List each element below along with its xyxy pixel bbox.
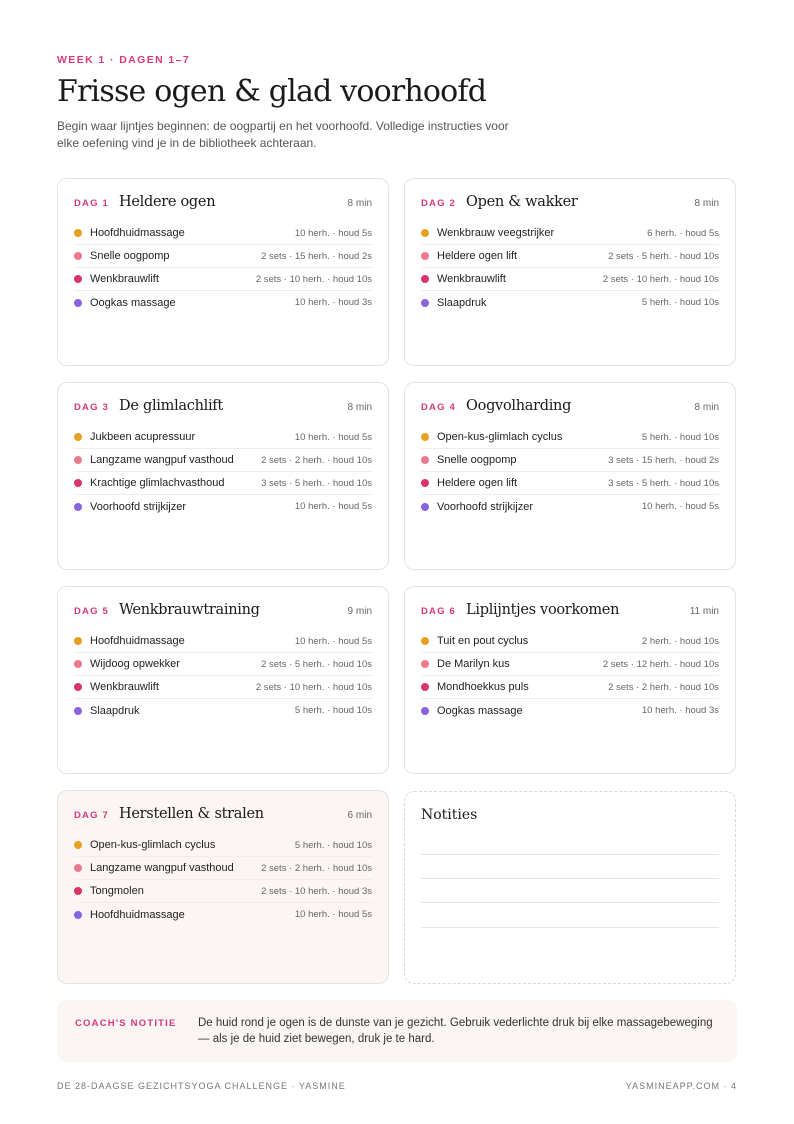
exercise-reps: 5 herh. · houd 10s	[294, 839, 372, 851]
exercise-name: De Marilyn kus	[437, 658, 510, 670]
exercise-row[interactable]	[421, 426, 719, 449]
category-dot-icon	[74, 456, 82, 464]
day-duration: 8 min	[694, 402, 719, 413]
exercise-name: Tuit en pout cyclus	[437, 635, 529, 647]
exercise-reps: 10 herh. · houd 5s	[294, 227, 372, 239]
day-title: De glimlachlift	[119, 398, 223, 414]
exercise-row[interactable]	[74, 291, 372, 314]
exercise-name: Snelle oogpomp	[437, 454, 517, 466]
day-title: Wenkbrauwtraining	[119, 602, 260, 618]
category-dot-icon	[421, 660, 429, 668]
exercise-name: Wijdoog opwekker	[90, 658, 180, 670]
exercise-row[interactable]	[74, 699, 372, 722]
footer-page: YASMINEAPP.COM · 4	[625, 1081, 737, 1091]
exercise-row[interactable]	[421, 245, 719, 268]
day-card-header	[74, 602, 372, 624]
exercise-reps: 10 herh. · houd 3s	[641, 705, 719, 716]
day-card-header	[421, 602, 719, 624]
exercise-row[interactable]	[74, 245, 372, 268]
category-dot-icon	[74, 911, 82, 919]
exercise-name: Oogkas massage	[90, 296, 176, 309]
day-label: DAG 3	[74, 402, 110, 413]
day-card-header	[421, 194, 719, 216]
day-title: Herstellen & stralen	[119, 806, 264, 822]
exercise-reps: 3 sets · 15 herh. · houd 2s	[608, 454, 719, 466]
exercise-reps: 10 herh. · houd 5s	[641, 501, 719, 512]
category-dot-icon	[74, 637, 82, 645]
day-duration: 8 min	[347, 402, 372, 413]
exercise-reps: 10 herh. · houd 5s	[294, 431, 372, 443]
exercise-row[interactable]	[421, 630, 719, 653]
exercise-name: Tongmolen	[90, 885, 144, 897]
exercise-row[interactable]	[74, 426, 372, 449]
day-label: DAG 5	[74, 606, 110, 617]
exercise-row[interactable]	[421, 495, 719, 518]
exercise-list	[74, 222, 372, 314]
notes-card[interactable]	[404, 791, 736, 984]
exercise-reps: 2 sets · 10 herh. · houd 10s	[255, 273, 372, 285]
exercise-name: Heldere ogen lift	[437, 477, 518, 489]
exercise-row[interactable]	[74, 676, 372, 699]
exercise-row[interactable]	[421, 653, 719, 676]
category-dot-icon	[74, 503, 82, 511]
exercise-list	[421, 630, 719, 722]
exercise-row[interactable]	[74, 834, 372, 857]
category-dot-icon	[421, 707, 429, 715]
exercise-name: Mondhoekkus puls	[437, 681, 529, 693]
exercise-reps: 2 sets · 2 herh. · houd 10s	[261, 862, 372, 874]
exercise-name: Slaapdruk	[437, 296, 487, 309]
exercise-name: Wenkbrauwlift	[90, 273, 159, 285]
coach-note	[57, 1000, 737, 1062]
exercise-row[interactable]	[74, 880, 372, 903]
exercise-reps: 5 herh. · houd 10s	[641, 431, 719, 443]
category-dot-icon	[421, 479, 429, 487]
category-dot-icon	[421, 299, 429, 307]
day-label: DAG 1	[74, 198, 110, 209]
exercise-reps: 10 herh. · houd 5s	[294, 635, 372, 647]
exercise-row[interactable]	[74, 268, 372, 291]
exercise-name: Open-kus-glimlach cyclus	[437, 431, 563, 443]
exercise-row[interactable]	[74, 472, 372, 495]
exercise-reps: 2 herh. · houd 10s	[641, 635, 719, 647]
category-dot-icon	[74, 252, 82, 260]
day-duration: 6 min	[347, 810, 372, 821]
day-title: Liplijntjes voorkomen	[466, 602, 620, 618]
exercise-row[interactable]	[74, 653, 372, 676]
category-dot-icon	[421, 433, 429, 441]
exercise-list	[74, 630, 372, 722]
exercise-reps: 10 herh. · houd 5s	[294, 909, 372, 920]
exercise-name: Hoofdhuidmassage	[90, 227, 185, 239]
exercise-row[interactable]	[421, 268, 719, 291]
exercise-row[interactable]	[74, 903, 372, 926]
day-duration: 8 min	[694, 198, 719, 209]
day-label: DAG 7	[74, 810, 110, 821]
exercise-name: Hoofdhuidmassage	[90, 908, 185, 921]
exercise-reps: 2 sets · 5 herh. · houd 10s	[261, 658, 372, 670]
day-title: Oogvolharding	[466, 398, 572, 414]
intro-text: Begin waar lijntjes beginnen: de oogpartij en het voorhoofd. Volledige instructies voor elke oefening vind je in de bibliotheek achteraan.	[57, 119, 509, 150]
exercise-name: Wenkbrauw veegstrijker	[437, 227, 555, 239]
exercise-row[interactable]	[421, 472, 719, 495]
day-card[interactable]	[404, 178, 736, 366]
exercise-name: Wenkbrauwlift	[437, 273, 506, 285]
category-dot-icon	[421, 275, 429, 283]
day-card[interactable]	[404, 382, 736, 570]
category-dot-icon	[74, 683, 82, 691]
exercise-reps: 2 sets · 5 herh. · houd 10s	[608, 250, 719, 262]
exercise-name: Langzame wangpuf vasthoud	[90, 454, 234, 466]
exercise-row[interactable]	[74, 449, 372, 472]
exercise-reps: 2 sets · 2 herh. · houd 10s	[608, 681, 719, 693]
note-line	[421, 878, 719, 879]
exercise-list	[421, 426, 719, 518]
category-dot-icon	[74, 433, 82, 441]
day-label: DAG 2	[421, 198, 457, 209]
exercise-reps: 3 sets · 5 herh. · houd 10s	[608, 477, 719, 489]
exercise-list	[74, 426, 372, 518]
exercise-row[interactable]	[421, 222, 719, 245]
day-card[interactable]	[57, 178, 389, 366]
exercise-name: Slaapdruk	[90, 704, 140, 717]
coach-note-label: COACH'S NOTITIE	[75, 1018, 177, 1029]
exercise-row[interactable]	[421, 449, 719, 472]
exercise-name: Wenkbrauwlift	[90, 681, 159, 693]
day-duration: 8 min	[347, 198, 372, 209]
category-dot-icon	[421, 637, 429, 645]
day-card-header	[74, 398, 372, 420]
exercise-reps: 2 sets · 12 herh. · houd 10s	[602, 658, 719, 670]
day-duration: 9 min	[347, 606, 372, 617]
category-dot-icon	[421, 456, 429, 464]
exercise-row[interactable]	[74, 630, 372, 653]
exercise-name: Voorhoofd strijkijzer	[90, 500, 186, 513]
note-line	[421, 902, 719, 903]
exercise-row[interactable]	[421, 676, 719, 699]
exercise-list	[421, 222, 719, 314]
category-dot-icon	[74, 229, 82, 237]
day-title: Heldere ogen	[119, 194, 216, 210]
exercise-reps: 3 sets · 5 herh. · houd 10s	[261, 477, 372, 489]
category-dot-icon	[421, 683, 429, 691]
category-dot-icon	[74, 479, 82, 487]
category-dot-icon	[74, 841, 82, 849]
exercise-row[interactable]	[421, 291, 719, 314]
category-dot-icon	[74, 660, 82, 668]
exercise-reps: 2 sets · 10 herh. · houd 3s	[261, 885, 372, 897]
exercise-name: Voorhoofd strijkijzer	[437, 500, 533, 513]
category-dot-icon	[421, 503, 429, 511]
note-line	[421, 927, 719, 928]
day-card-header	[74, 806, 372, 828]
day-card-header	[74, 194, 372, 216]
exercise-row[interactable]	[74, 495, 372, 518]
day-duration: 11 min	[689, 606, 719, 617]
exercise-name: Krachtige glimlachvasthoud	[90, 477, 225, 489]
exercise-reps: 2 sets · 10 herh. · houd 10s	[602, 273, 719, 285]
exercise-name: Langzame wangpuf vasthoud	[90, 862, 234, 874]
exercise-reps: 2 sets · 15 herh. · houd 2s	[261, 250, 372, 262]
exercise-name: Heldere ogen lift	[437, 250, 518, 262]
exercise-name: Open-kus-glimlach cyclus	[90, 839, 216, 851]
exercise-reps: 10 herh. · houd 5s	[294, 501, 372, 512]
exercise-name: Oogkas massage	[437, 704, 523, 717]
exercise-name: Snelle oogpomp	[90, 250, 170, 262]
day-label: DAG 4	[421, 402, 457, 413]
exercise-name: Jukbeen acupressuur	[90, 431, 196, 443]
category-dot-icon	[74, 887, 82, 895]
day-card[interactable]	[57, 586, 389, 774]
exercise-reps: 2 sets · 2 herh. · houd 10s	[261, 454, 372, 466]
category-dot-icon	[74, 275, 82, 283]
exercise-row[interactable]	[74, 857, 372, 880]
footer-left: DE 28-DAAGSE GEZICHTSYOGA CHALLENGE · YASMINE	[57, 1081, 346, 1091]
category-dot-icon	[421, 229, 429, 237]
exercise-row[interactable]	[421, 699, 719, 722]
day-title: Open & wakker	[466, 194, 578, 210]
category-dot-icon	[74, 299, 82, 307]
exercise-reps: 2 sets · 10 herh. · houd 10s	[255, 681, 372, 693]
coach-note-text: De huid rond je ogen is de dunste van je gezicht. Gebruik vederlichte druk bij elke massagebeweging — als je de huid ziet bewegen, druk je te hard.	[198, 1017, 713, 1045]
note-line	[421, 854, 719, 855]
exercise-reps: 6 herh. · houd 5s	[647, 227, 719, 239]
category-dot-icon	[74, 707, 82, 715]
exercise-name: Hoofdhuidmassage	[90, 635, 185, 647]
notes-title: Notities	[421, 807, 478, 823]
day-card[interactable]	[404, 586, 736, 774]
day-card[interactable]	[57, 790, 389, 984]
day-card[interactable]	[57, 382, 389, 570]
day-card-header	[421, 398, 719, 420]
day-label: DAG 6	[421, 606, 457, 617]
page-title: Frisse ogen & glad voorhoofd	[57, 74, 487, 109]
category-dot-icon	[421, 252, 429, 260]
eyebrow: WEEK 1 · DAGEN 1–7	[57, 54, 191, 66]
exercise-row[interactable]	[74, 222, 372, 245]
exercise-reps: 5 herh. · houd 10s	[294, 705, 372, 716]
exercise-reps: 5 herh. · houd 10s	[641, 297, 719, 308]
exercise-list	[74, 834, 372, 926]
category-dot-icon	[74, 864, 82, 872]
exercise-reps: 10 herh. · houd 3s	[294, 297, 372, 308]
